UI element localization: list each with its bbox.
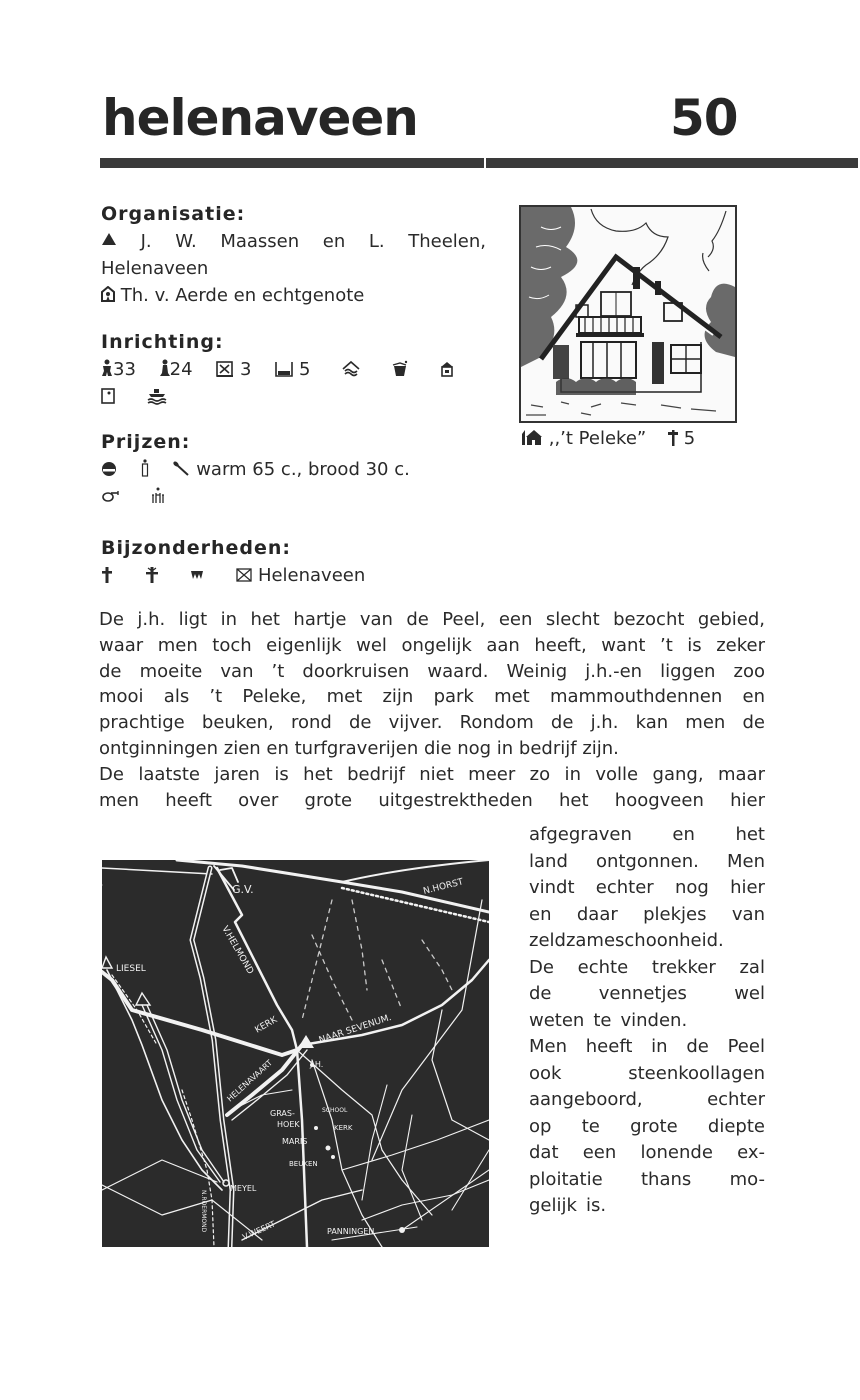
leader-word: J.	[140, 231, 152, 252]
word: de	[529, 983, 552, 1004]
map-label-weert: V.WEERT	[241, 1219, 277, 1242]
map-label-grashoek-2: HOEK	[277, 1120, 300, 1129]
map-label-school: SCHOOL	[322, 1107, 348, 1114]
leader-line	[101, 228, 486, 255]
word: is.	[585, 1195, 607, 1216]
word: Peel	[727, 1036, 765, 1057]
map-label-liesel: LIESEL	[116, 964, 146, 974]
triangle-icon	[101, 228, 117, 255]
side-line	[529, 955, 765, 982]
locker-icon	[101, 386, 115, 407]
dormitory-icon	[216, 359, 234, 380]
warden-name: Th. v. Aerde en echtgenote	[120, 285, 365, 306]
word: ex-	[737, 1142, 765, 1163]
word: mo-	[729, 1168, 765, 1190]
map-label-sevenum: NAAR SEVENUM.	[317, 1012, 393, 1046]
map-label-meyel: MEYEL	[230, 1184, 257, 1193]
section-bijzonderheden	[101, 534, 486, 589]
girls-bed-icon	[160, 359, 170, 380]
word: vinden.	[620, 1009, 688, 1031]
facilities-line-2	[101, 383, 486, 410]
house-sketch-image	[521, 207, 735, 421]
side-line	[529, 1114, 765, 1141]
word: in	[651, 1036, 668, 1057]
cooking-pot-icon	[392, 359, 408, 380]
candle-icon	[141, 459, 149, 480]
heading-inrichting: Inrichting:	[101, 331, 224, 353]
map-drawing	[102, 860, 489, 1247]
map-label-jh: J.H.	[310, 1060, 324, 1069]
boys-beds-count: 33	[113, 359, 136, 380]
text-line: De laatste jaren is het bedrijf niet meer zo in volle gang, maar	[99, 763, 765, 785]
text-line: de moeite van ’t doorkruisen waard. Weinig j.h.-en liggen zoo	[99, 660, 765, 682]
spoon-icon	[172, 459, 190, 480]
word: hier	[730, 877, 765, 898]
map-label-helenavaart: HELENAVAART	[225, 1058, 275, 1104]
word: en	[529, 903, 552, 925]
word: het	[735, 824, 765, 845]
word: daar	[576, 903, 618, 925]
prices-line-2	[101, 483, 486, 510]
side-line	[529, 981, 765, 1008]
word: trekker	[651, 956, 716, 978]
side-line	[529, 1061, 765, 1088]
word: te	[581, 1115, 600, 1137]
side-line	[529, 1087, 765, 1114]
section-prijzen	[101, 428, 486, 510]
area-map	[102, 860, 489, 1247]
side-line	[529, 822, 765, 849]
word: land	[529, 850, 568, 872]
map-label-grashoek: GRAS-	[270, 1109, 295, 1118]
description-side-text	[529, 822, 765, 1220]
prices-line	[101, 456, 486, 483]
word: aangeboord,	[529, 1089, 643, 1110]
map-label-kerk: KERK	[253, 1015, 280, 1036]
word: Men	[726, 850, 765, 872]
bed-room-icon	[275, 359, 293, 380]
side-line	[529, 849, 765, 876]
text-line: men heeft over grote uitgestrektheden het hoogveen hier	[99, 789, 765, 811]
word: ploitatie	[529, 1168, 603, 1190]
word: dat	[529, 1142, 559, 1163]
word: weten	[529, 1009, 585, 1031]
map-label-beuken: BEUKEN	[289, 1160, 318, 1168]
word: afgegraven	[529, 824, 632, 845]
post-office-icon	[236, 565, 252, 586]
dormitory-count: 3	[240, 359, 252, 380]
meal-prices: warm 65 c., brood 30 c.	[196, 459, 410, 480]
word: zal	[739, 956, 765, 978]
word: wel	[734, 983, 765, 1004]
word: en	[672, 824, 695, 845]
signpost-icon	[668, 428, 678, 449]
word: Men	[529, 1036, 568, 1057]
side-line	[529, 1167, 765, 1194]
text-line: waar men toch eigenlijk wel ongelijk aan heeft, want ’t is zeker	[99, 634, 765, 656]
side-line	[529, 1034, 765, 1061]
leader-word: Theelen,	[408, 231, 486, 252]
warden-line	[101, 282, 486, 309]
map-label-roermond: N.ROERMOND	[200, 1190, 207, 1233]
map-label-kerk-2: KERK	[334, 1124, 353, 1132]
water-house-icon	[342, 359, 360, 380]
word: nog	[674, 877, 709, 898]
side-line	[529, 1193, 765, 1220]
word: echter	[707, 1089, 765, 1110]
heading-prijzen: Prijzen:	[101, 431, 191, 453]
map-label-horst: N.HORST	[422, 877, 465, 897]
side-line	[529, 1140, 765, 1167]
page-title: helenaveen	[102, 89, 418, 147]
leader-location: Helenaveen	[101, 258, 209, 279]
house-warden-icon	[101, 285, 115, 306]
hostel-caption	[521, 428, 695, 449]
word: diepte	[707, 1115, 765, 1137]
word: vennetjes	[598, 983, 687, 1004]
leader-word: W.	[175, 231, 197, 252]
map-label-panningen: PANNINGEN	[327, 1227, 375, 1236]
cutlery-icon	[151, 486, 165, 507]
word: echte	[577, 956, 629, 978]
hostel-illustration	[519, 205, 737, 423]
section-inrichting	[101, 328, 486, 410]
word: van	[731, 903, 765, 925]
heading-bijzonderheden: Bijzonderheden:	[101, 537, 292, 559]
word: een	[582, 1142, 617, 1163]
word: gelijk	[529, 1195, 577, 1216]
word: De	[529, 956, 554, 978]
text-line: De j.h. ligt in het hartje van de Peel, een slecht bezocht gebied,	[99, 609, 765, 630]
word: grote	[630, 1115, 678, 1137]
text-line: mooi als ’t Peleke, met zijn park met mammouthdennen en	[99, 686, 765, 708]
hostel-distance: 5	[683, 428, 696, 449]
facilities-line	[101, 356, 486, 383]
post-office-name: Helenaveen	[257, 565, 366, 586]
helmet-icon	[101, 459, 117, 480]
word: zeldzameschoonheid.	[529, 930, 724, 951]
word: lonende	[640, 1142, 713, 1163]
boat-icon	[147, 386, 167, 407]
hostel-icon	[521, 428, 543, 449]
leader-word: en	[322, 231, 346, 252]
header-rule-right	[486, 158, 858, 168]
page-number: 50	[670, 89, 738, 147]
animal-icon	[190, 565, 204, 586]
text-line: ontginningen zien en turfgraverijen die nog in bedrijf zijn.	[99, 737, 619, 759]
text-line: prachtige beuken, rond de vijver. Rondom de j.h. kan men de	[99, 712, 765, 734]
horn-icon	[101, 486, 119, 507]
map-label-maris: MARIS	[282, 1137, 308, 1146]
side-line	[529, 902, 765, 929]
details-line	[101, 562, 486, 589]
word: thans	[640, 1168, 692, 1190]
word: heeft	[585, 1036, 633, 1057]
bed-room-count: 5	[298, 359, 311, 380]
leader-word: Maassen	[220, 231, 300, 252]
map-label-helmond: V.HELMOND	[219, 924, 255, 977]
side-line	[529, 928, 765, 955]
catholic-church-icon	[145, 565, 159, 586]
heading-organisatie: Organisatie:	[101, 203, 246, 225]
boys-bed-icon	[101, 359, 113, 380]
word: echter	[595, 877, 654, 898]
word: op	[529, 1115, 552, 1137]
description-text	[99, 607, 765, 813]
day-room-icon	[440, 359, 454, 380]
header-rule-left	[100, 158, 484, 168]
map-label-gv: G.V.	[232, 883, 254, 896]
word: vindt	[529, 877, 575, 898]
word: ook	[529, 1062, 562, 1084]
word: de	[686, 1036, 709, 1057]
word: plekjes	[643, 903, 707, 925]
leader-word: L.	[368, 231, 385, 252]
word: ontgonnen.	[595, 850, 699, 872]
side-line	[529, 875, 765, 902]
girls-beds-count: 24	[169, 359, 193, 380]
side-line	[529, 1008, 765, 1035]
hostel-name: ,,’t Peleke”	[548, 428, 647, 449]
word: steenkoollagen	[628, 1062, 765, 1084]
word: te	[593, 1009, 612, 1031]
cross-church-icon	[101, 565, 113, 586]
section-organisatie	[101, 200, 486, 309]
